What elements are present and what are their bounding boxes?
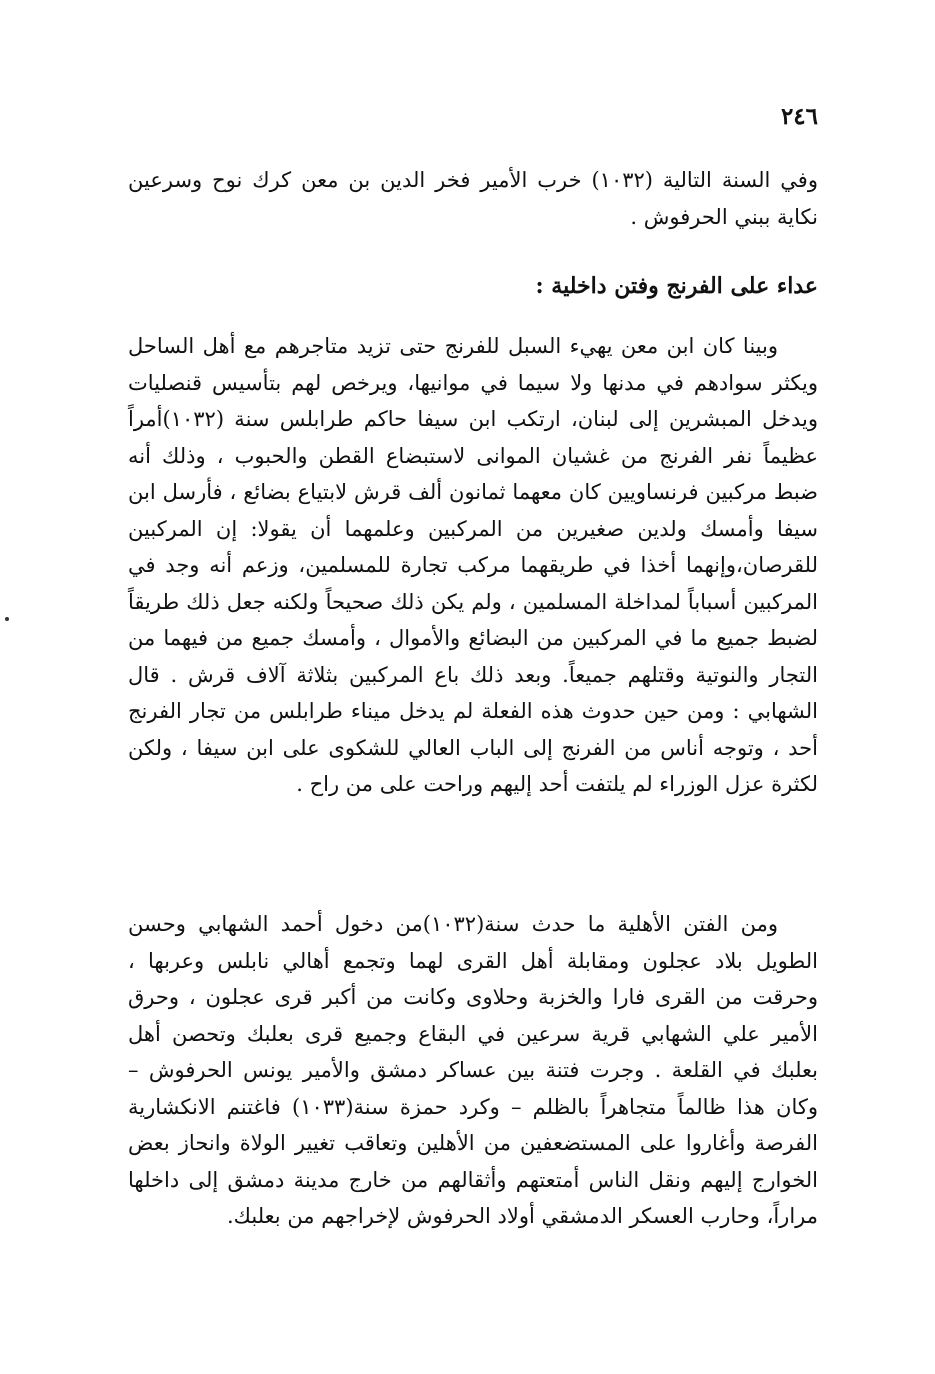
paragraph-2: وبينا كان ابن معن يهيء السبل للفرنج حتى تزيد متاجرهم مع أهل الساحل ويكثر سوادهم في مدنها ولا سيما في موانيها، ويرخص لهم بتأسيس قنصليات ويدخل المبشرين إلى لبنان، ارتكب ابن سيفا حاكم طرابلس سنة (١٠٣٢)أمراً عظيماً نفر الفرنج من غشيان الموانى لاستبضاع القطن والحبوب ، وذلك أنه ضبط مركبين فرنساويين كان معهما ثمانون ألف قرش لابتياع بضائع ، فأرسل ابن سيفا وأمسك ولدين صغيرين من المركبين وعلمهما أن يقولا: إن المركبين للقرصان،وإنهما أخذا في طريقهما مركب تجارة للمسلمين، وزعم أنه وجد في المركبين أسباباً لمداخلة المسلمين ، ولم يكن ذلك صحيحاً ولكنه جعل ذلك طريقاً لضبط جميع ما في المركبين من البضائع والأموال ، وأمسك جميع من فيهما من التجار والنوتية وقتلهم جميعاً. وبعد ذلك باع المركبين بثلاثة آلاف قرش . قال الشهابي : ومن حين حدوث هذه الفعلة لم يدخل ميناء طرابلس من تجار الفرنج أحد ، وتوجه أناس من الفرنج إلى الباب العالي للشكوى على ابن سيفا ، ولكن لكثرة عزل الوزراء لم يلتفت أحد إليهم وراحت على من راح .	[128, 334, 818, 796]
paragraph-3: ومن الفتن الأهلية ما حدث سنة(١٠٣٢)من دخول أحمد الشهابي وحسن الطويل بلاد عجلون ومقابلة أهل القرى لهما وتجمع أهالي نابلس وعربها ، وحرقت من القرى فارا والخزبة وحلاوى وكانت من أكبر قرى عجلون ، وحرق الأمير علي الشهابي قرية سرعين في البقاع وجميع قرى بعلبك وتحصن أهل بعلبك في القلعة . وجرت فتنة بين عساكر دمشق والأمير يونس الحرفوش – وكان هذا ظالماً متجاهراً بالظلم – وكرد حمزة سنة(١٠٣٣) فاغتنم الانكشارية الفرصة وأغاروا على المستضعفين من الأهلين وتعاقب تغيير الولاة وانحاز بعض الخوارج إليهم ونقل الناس أمتعتهم وأثقالهم من خارج مدينة دمشق إلى داخلها مراراً، وحارب العسكر الدمشقي أولاد الحرفوش لإخراجهم من بعلبك.	[128, 912, 818, 1228]
section-heading: عداء على الفرنج وفتن داخلية :	[535, 273, 818, 299]
margin-dot	[5, 617, 9, 621]
paragraph-1: وفي السنة التالية (١٠٣٢) خرب الأمير فخر الدين بن معن كرك نوح وسرعين نكاية ببني الحرفوش .	[128, 168, 818, 229]
page-number: ٢٤٦	[780, 103, 818, 130]
